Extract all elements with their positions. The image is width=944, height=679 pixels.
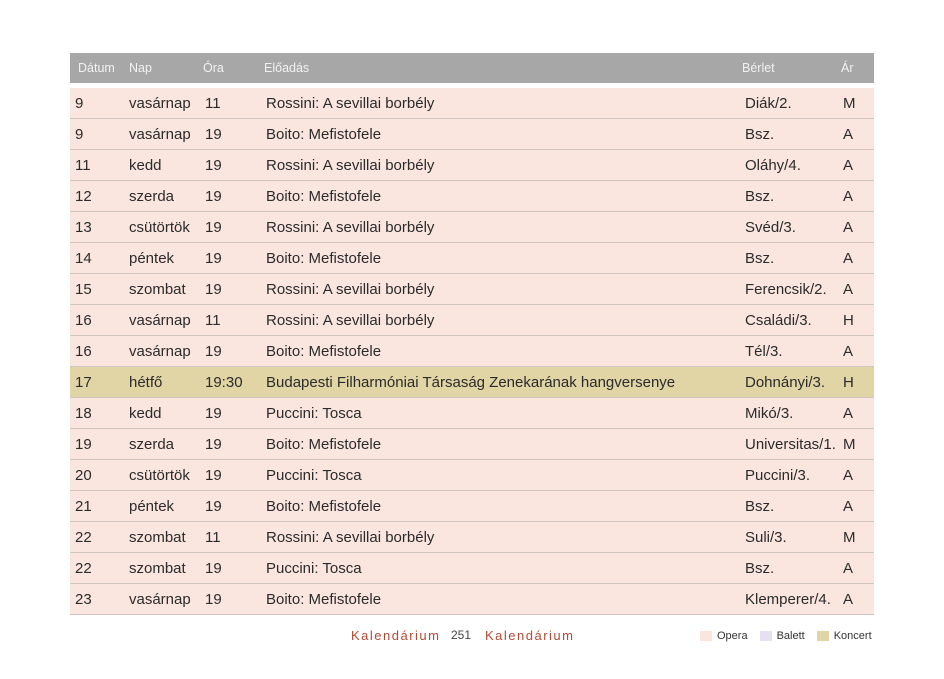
- cell-ora: 19: [205, 125, 222, 143]
- legend-swatch-opera: [700, 631, 712, 641]
- cell-berlet: Bsz.: [745, 187, 775, 205]
- cell-eloadas: Rossini: A sevillai borbély: [266, 528, 435, 546]
- legend-item-koncert: [817, 630, 872, 642]
- cell-berlet: Diák/2.: [745, 94, 792, 112]
- legend-swatch-balett: [760, 631, 772, 641]
- cell-ora: 19: [205, 156, 222, 174]
- legend-label-koncert: Koncert: [833, 630, 872, 642]
- cell-ar: A: [843, 342, 854, 360]
- cell-datum: 18: [75, 404, 92, 422]
- cell-ora: 19: [205, 559, 222, 577]
- table-body: [70, 88, 874, 615]
- cell-ar: A: [843, 466, 854, 484]
- cell-eloadas: Rossini: A sevillai borbély: [266, 280, 435, 298]
- cell-nap: péntek: [129, 249, 175, 267]
- cell-datum: 19: [75, 435, 92, 453]
- table-row: [70, 584, 874, 615]
- cell-berlet: Ferencsik/2.: [745, 280, 827, 298]
- cell-ora: 19: [205, 590, 222, 608]
- cell-nap: vasárnap: [129, 590, 191, 608]
- footer-title-right: Kalendárium: [485, 628, 575, 643]
- cell-eloadas: Rossini: A sevillai borbély: [266, 94, 435, 112]
- cell-ar: A: [843, 156, 854, 174]
- cell-berlet: Mikó/3.: [745, 404, 794, 422]
- cell-eloadas: Puccini: Tosca: [266, 466, 362, 484]
- cell-berlet: Családi/3.: [745, 311, 812, 329]
- cell-ar: H: [843, 311, 854, 329]
- cell-ora: 19: [205, 404, 222, 422]
- table-row: [70, 522, 874, 553]
- table-header: [70, 53, 874, 83]
- table-row: [70, 181, 874, 212]
- cell-ar: A: [843, 559, 854, 577]
- table-row: [70, 491, 874, 522]
- cell-nap: vasárnap: [129, 311, 191, 329]
- cell-datum: 22: [75, 559, 92, 577]
- table-row: [70, 119, 874, 150]
- cell-nap: csütörtök: [129, 466, 190, 484]
- table-row: [70, 150, 874, 181]
- cell-ora: 19: [205, 466, 222, 484]
- cell-nap: szombat: [129, 528, 186, 546]
- cell-berlet: Bsz.: [745, 249, 775, 267]
- cell-ora: 11: [205, 528, 221, 546]
- cell-ar: M: [843, 435, 856, 453]
- cell-ar: A: [843, 497, 854, 515]
- page-number: 251: [451, 628, 472, 642]
- table-row: [70, 336, 874, 367]
- cell-eloadas: Puccini: Tosca: [266, 559, 362, 577]
- cell-ar: A: [843, 249, 854, 267]
- cell-berlet: Puccini/3.: [745, 466, 811, 484]
- header-berlet: Bérlet: [742, 61, 775, 75]
- cell-berlet: Bsz.: [745, 125, 775, 143]
- cell-ora: 19: [205, 218, 222, 236]
- table-row: [70, 274, 874, 305]
- table-row: [70, 212, 874, 243]
- cell-eloadas: Boito: Mefistofele: [266, 125, 382, 143]
- table-row: [70, 398, 874, 429]
- cell-ora: 19: [205, 435, 222, 453]
- header-eloadas: Előadás: [264, 61, 310, 75]
- cell-eloadas: Budapesti Filharmóniai Társaság Zenekarának hangversenye: [266, 373, 676, 391]
- cell-ora: 19: [205, 249, 222, 267]
- header-ora: Óra: [203, 61, 224, 75]
- cell-datum: 11: [75, 156, 91, 174]
- table-row: [70, 367, 874, 398]
- cell-berlet: Universitas/1.: [745, 435, 836, 453]
- cell-berlet: Klemperer/4.: [745, 590, 831, 608]
- cell-datum: 15: [75, 280, 92, 298]
- cell-datum: 22: [75, 528, 92, 546]
- cell-ora: 11: [205, 94, 221, 112]
- cell-eloadas: Boito: Mefistofele: [266, 342, 382, 360]
- cell-ora: 19:30: [205, 373, 243, 391]
- cell-nap: kedd: [129, 156, 162, 174]
- legend-label-opera: Opera: [717, 630, 748, 642]
- legend-swatch-koncert: [817, 631, 829, 641]
- cell-berlet: Dohnányi/3.: [745, 373, 826, 391]
- cell-ora: 19: [205, 497, 222, 515]
- cell-eloadas: Boito: Mefistofele: [266, 497, 382, 515]
- cell-datum: 20: [75, 466, 92, 484]
- table-row: [70, 553, 874, 584]
- table-row: [70, 88, 874, 119]
- cell-berlet: Bsz.: [745, 559, 775, 577]
- cell-datum: 14: [75, 249, 92, 267]
- cell-nap: kedd: [129, 404, 162, 422]
- cell-eloadas: Boito: Mefistofele: [266, 435, 382, 453]
- legend: [700, 630, 872, 642]
- cell-ora: 19: [205, 342, 222, 360]
- cell-nap: hétfő: [129, 373, 163, 391]
- table-row: [70, 305, 874, 336]
- legend-item-balett: [760, 630, 805, 642]
- cell-datum: 17: [75, 373, 92, 391]
- cell-eloadas: Boito: Mefistofele: [266, 249, 382, 267]
- cell-ar: A: [843, 187, 854, 205]
- cell-nap: szombat: [129, 559, 186, 577]
- legend-label-balett: Balett: [776, 630, 805, 642]
- cell-berlet: Bsz.: [745, 497, 775, 515]
- cell-eloadas: Rossini: A sevillai borbély: [266, 218, 435, 236]
- footer-title-left: Kalendárium: [351, 628, 441, 643]
- cell-eloadas: Puccini: Tosca: [266, 404, 362, 422]
- cell-datum: 12: [75, 187, 92, 205]
- cell-berlet: Tél/3.: [745, 342, 783, 360]
- cell-nap: vasárnap: [129, 125, 191, 143]
- header-ar: Ár: [841, 61, 854, 75]
- cell-ora: 11: [205, 311, 221, 329]
- cell-berlet: Suli/3.: [745, 528, 787, 546]
- cell-ar: H: [843, 373, 854, 391]
- cell-ar: M: [843, 528, 856, 546]
- cell-ar: M: [843, 94, 856, 112]
- cell-nap: péntek: [129, 497, 175, 515]
- cell-ar: A: [843, 404, 854, 422]
- cell-nap: szerda: [129, 435, 175, 453]
- cell-nap: csütörtök: [129, 218, 190, 236]
- cell-berlet: Svéd/3.: [745, 218, 796, 236]
- cell-datum: 23: [75, 590, 92, 608]
- cell-datum: 21: [75, 497, 92, 515]
- cell-eloadas: Boito: Mefistofele: [266, 590, 382, 608]
- cell-datum: 16: [75, 311, 92, 329]
- cell-datum: 16: [75, 342, 92, 360]
- cell-datum: 13: [75, 218, 92, 236]
- cell-eloadas: Rossini: A sevillai borbély: [266, 311, 435, 329]
- cell-ar: A: [843, 590, 854, 608]
- cell-ar: A: [843, 125, 854, 143]
- cell-nap: vasárnap: [129, 94, 191, 112]
- table-row: [70, 460, 874, 491]
- table-row: [70, 429, 874, 460]
- cell-eloadas: Boito: Mefistofele: [266, 187, 382, 205]
- cell-nap: vasárnap: [129, 342, 191, 360]
- header-datum: Dátum: [78, 61, 115, 75]
- header-nap: Nap: [129, 61, 152, 75]
- table-row: [70, 243, 874, 274]
- cell-datum: 9: [75, 125, 84, 143]
- cell-ar: A: [843, 280, 854, 298]
- cell-berlet: Oláhy/4.: [745, 156, 801, 174]
- cell-ora: 19: [205, 280, 222, 298]
- cell-nap: szerda: [129, 187, 175, 205]
- cell-eloadas: Rossini: A sevillai borbély: [266, 156, 435, 174]
- cell-ora: 19: [205, 187, 222, 205]
- schedule-table: [70, 53, 874, 615]
- cell-datum: 9: [75, 94, 84, 112]
- legend-item-opera: [700, 630, 748, 642]
- cell-nap: szombat: [129, 280, 186, 298]
- cell-ar: A: [843, 218, 854, 236]
